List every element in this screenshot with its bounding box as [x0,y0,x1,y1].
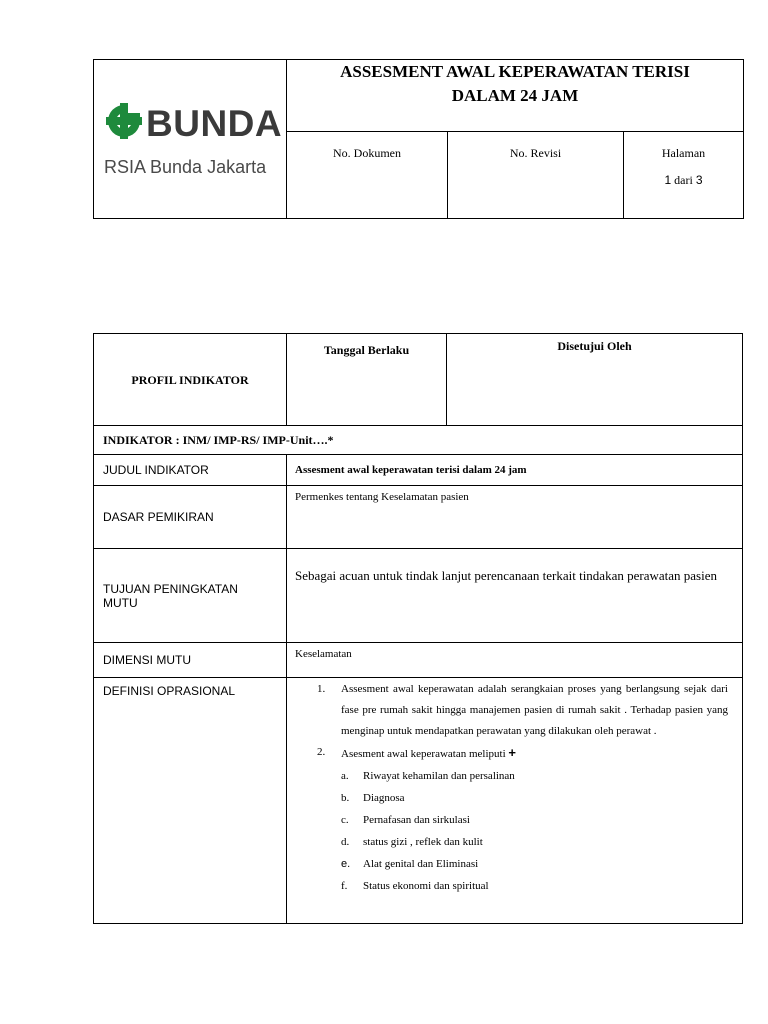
halaman-cell [624,132,744,219]
definisi-sub-item [341,831,728,853]
halaman-label: Halaman [661,146,706,160]
definisi-sub-item [341,809,728,831]
no-dokumen-label: No. Dokumen [333,146,401,160]
definisi-item-1-text: Assesment awal keperawatan adalah serangkaian proses yang berlangsung sejak dari fase pre rumah sakit hingga manajemen pasien di rumah sakit . Terhadap pasien yang menginap untuk mendapatkan perawatan yang dilakukan oleh perawat . [341,683,728,737]
dimensi-mutu-label: DIMENSI MUTU [94,643,287,678]
tanggal-berlaku-label: Tanggal Berlaku [323,343,410,357]
definisi-label: DEFINISI OPRASIONAL [94,678,287,924]
disetujui-oleh-label: Disetujui Oleh [557,339,632,353]
dasar-pemikiran-value: Permenkes tentang Keselamatan pasien [287,486,743,549]
sub-item-letter: e. [341,858,351,870]
document-header-table [93,59,744,219]
sub-item-letter: b. [341,792,350,804]
definisi-sub-item [341,875,728,897]
definisi-sub-item [341,765,728,787]
indicator-profile-table [93,333,743,924]
sub-item-text: Diagnosa [363,792,405,804]
no-revisi-label: No. Revisi [509,146,562,160]
definisi-item-1 [317,679,728,742]
sub-item-letter: d. [341,836,350,848]
halaman-total: 3 [695,173,703,187]
definisi-item-2-text: Asesment awal keperawatan meliputi [341,748,506,760]
no-dokumen-cell [287,132,448,219]
tujuan-label-line-1: TUJUAN PENINGKATAN [103,581,238,596]
logo-wordmark: BUNDA [146,103,283,144]
document-title [287,60,744,132]
tujuan-value: Sebagai acuan untuk tindak lanjut perencanaan terkait tindakan perawatan pasien [287,549,743,643]
plus-icon: + [508,745,516,760]
halaman-of: dari [674,173,693,187]
judul-indikator-label: JUDUL INDIKATOR [94,455,287,486]
tanggal-berlaku-cell [287,334,447,426]
logo-subtitle: RSIA Bunda Jakarta [104,157,267,177]
halaman-current: 1 [664,173,672,187]
profil-indikator-cell [94,334,287,426]
profil-indikator-label: PROFIL INDIKATOR [131,372,249,387]
judul-indikator-value: Assesment awal keperawatan terisi dalam 24 jam [287,455,743,486]
dimensi-mutu-value: Keselamatan [287,643,743,678]
disetujui-oleh-cell [447,334,743,426]
definisi-value [287,678,743,924]
definisi-item-1-number: 1. [317,683,326,695]
sub-item-letter: f. [341,880,348,892]
dasar-pemikiran-label: DASAR PEMIKIRAN [94,486,287,549]
tujuan-label [94,549,287,643]
sub-item-letter: a. [341,770,349,782]
definisi-sub-item [341,787,728,809]
indikator-code-row: INDIKATOR : INM/ IMP-RS/ IMP-Unit….* [94,426,743,455]
definisi-sub-item [341,853,728,875]
logo-cell [94,60,287,219]
definisi-item-2-number: 2. [317,746,326,758]
sub-item-text: Pernafasan dan sirkulasi [363,814,470,826]
sub-item-text: Alat genital dan Eliminasi [363,858,479,870]
sub-item-letter: c. [341,814,349,826]
halaman-value [624,161,743,188]
no-revisi-cell [448,132,624,219]
title-line-2: DALAM 24 JAM [451,86,579,105]
definisi-sub-list [317,765,728,897]
hospital-cross-logo-icon [105,102,143,140]
sub-item-text: Riwayat kehamilan dan persalinan [363,770,515,782]
definisi-item-2 [317,742,728,765]
title-line-1: ASSESMENT AWAL KEPERAWATAN TERISI [340,62,690,81]
sub-item-text: Status ekonomi dan spiritual [363,880,489,892]
tujuan-label-line-2: MUTU [103,595,138,610]
sub-item-text: status gizi , reflek dan kulit [363,836,483,848]
